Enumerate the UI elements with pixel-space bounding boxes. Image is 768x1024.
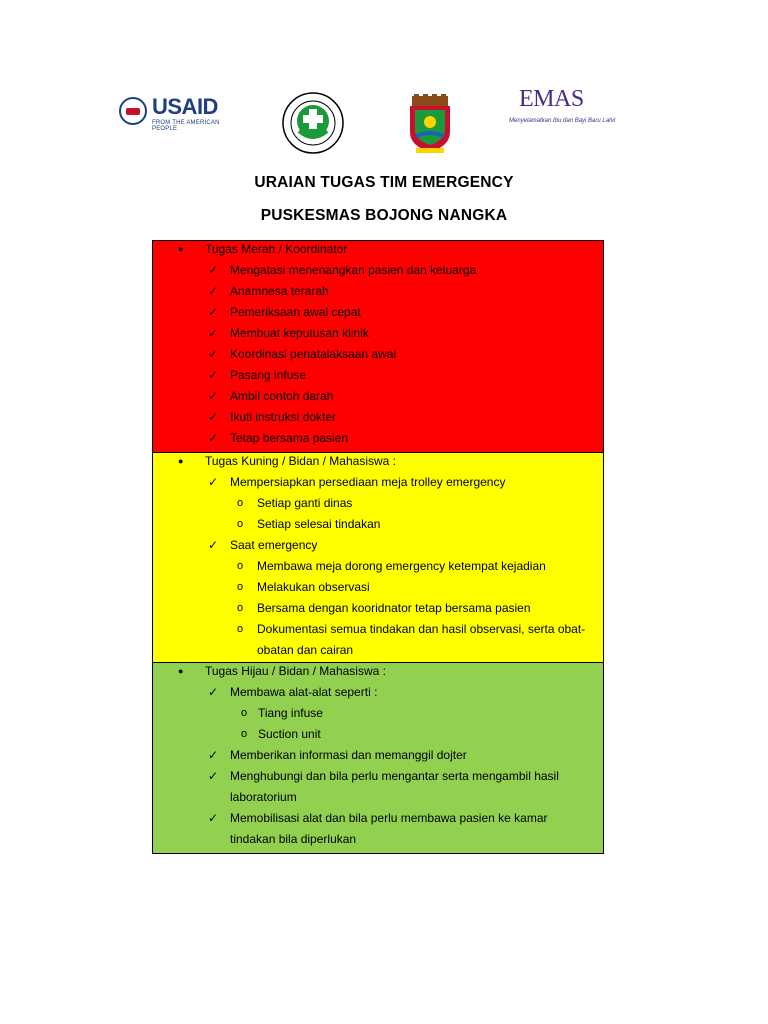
red-item: Anamnesa terarah (230, 284, 329, 298)
check-icon: ✓ (208, 685, 219, 699)
circle-bullet-icon: o (237, 623, 244, 635)
yellow-subitem: Setiap ganti dinas (257, 496, 353, 510)
bullet-icon: ● (178, 244, 184, 254)
green-section (153, 663, 603, 853)
check-icon: ✓ (208, 475, 219, 489)
red-item: Ikuti instruksi dokter (230, 410, 337, 424)
red-item: Koordinasi penatalaksaan awal (230, 347, 397, 361)
green-heading: Tugas Hijau / Bidan / Mahasiswa : (205, 664, 386, 678)
yellow-subitem: Dokumentasi semua tindakan dan hasil observasi, serta obat- (257, 622, 586, 636)
yellow-item: Mempersiapkan persediaan meja trolley emergency (230, 475, 506, 489)
city-shield-icon (406, 94, 454, 156)
check-icon: ✓ (208, 748, 219, 762)
yellow-section (153, 453, 603, 663)
check-icon: ✓ (208, 263, 219, 277)
check-icon: ✓ (208, 811, 219, 825)
check-icon: ✓ (208, 326, 219, 340)
green-item: Memobilisasi alat dan bila perlu membawa pasien ke kamar (230, 811, 548, 825)
circle-bullet-icon: o (237, 602, 244, 614)
document-subtitle: PUSKESMAS BOJONG NANGKA (260, 207, 508, 224)
usaid-logo (115, 93, 240, 132)
usaid-seal-icon (119, 97, 147, 125)
yellow-subitem: Melakukan observasi (257, 580, 370, 594)
check-icon: ✓ (208, 389, 219, 403)
red-item: Mengatasi menenangkan pasien dan keluarga (230, 263, 477, 277)
green-item-continuation: laboratorium (230, 790, 297, 804)
kota-seal-logo (406, 94, 454, 156)
check-icon: ✓ (208, 410, 219, 424)
check-icon: ✓ (208, 431, 219, 445)
emas-tagline: Menyelamatkan Ibu dan Bayi Baru Lahir (509, 118, 616, 124)
red-item: Tetap bersama pasien (230, 431, 349, 445)
check-icon: ✓ (208, 368, 219, 382)
check-icon: ✓ (208, 769, 219, 783)
yellow-subitem: Setiap selesai tindakan (257, 517, 381, 531)
yellow-heading: Tugas Kuning / Bidan / Mahasiswa : (205, 454, 396, 468)
circle-bullet-icon: o (241, 728, 248, 740)
circle-bullet-icon: o (237, 497, 244, 509)
check-icon: ✓ (208, 347, 219, 361)
bullet-icon: ● (178, 666, 184, 676)
green-item: Memberikan informasi dan memanggil dojter (230, 748, 467, 762)
red-section (153, 241, 603, 453)
bakti-husada-emblem-icon (281, 91, 345, 155)
yellow-item: Saat emergency (230, 538, 318, 552)
circle-bullet-icon: o (241, 707, 248, 719)
yellow-subitem: Bersama dengan kooridnator tetap bersama pasien (257, 601, 531, 615)
green-item-continuation: tindakan bila diperlukan (230, 832, 357, 846)
yellow-subitem-continuation: obatan dan cairan (257, 643, 354, 657)
check-icon: ✓ (208, 305, 219, 319)
bakti-husada-logo (281, 91, 345, 155)
red-item: Pasang infuse (230, 368, 307, 382)
red-item: Pemeriksaan awal cepat (230, 305, 361, 319)
circle-bullet-icon: o (237, 581, 244, 593)
logo-bar (0, 78, 768, 173)
circle-bullet-icon: o (237, 518, 244, 530)
check-icon: ✓ (208, 538, 219, 552)
red-item: Ambil contoh darah (230, 389, 334, 403)
usaid-tagline: FROM THE AMERICAN PEOPLE (152, 120, 220, 132)
green-item: Membawa alat-alat seperti : (230, 685, 378, 699)
green-subitem: Tiang infuse (258, 706, 323, 720)
usaid-wordmark: USAID (152, 94, 218, 119)
circle-bullet-icon: o (237, 560, 244, 572)
emas-wordmark: EMAS (519, 86, 584, 112)
green-subitem: Suction unit (258, 727, 321, 741)
emas-logo (505, 86, 623, 130)
red-item: Membuat keputusan klinik (230, 326, 369, 340)
red-heading: Tugas Merah / Koordinator (205, 242, 348, 256)
bullet-icon: ● (178, 456, 184, 466)
document-title: URAIAN TUGAS TIM EMERGENCY (254, 174, 514, 191)
check-icon: ✓ (208, 284, 219, 298)
yellow-subitem: Membawa meja dorong emergency ketempat kejadian (257, 559, 546, 573)
duty-table (152, 240, 604, 854)
green-item: Menghubungi dan bila perlu mengantar serta mengambil hasil (230, 769, 559, 783)
